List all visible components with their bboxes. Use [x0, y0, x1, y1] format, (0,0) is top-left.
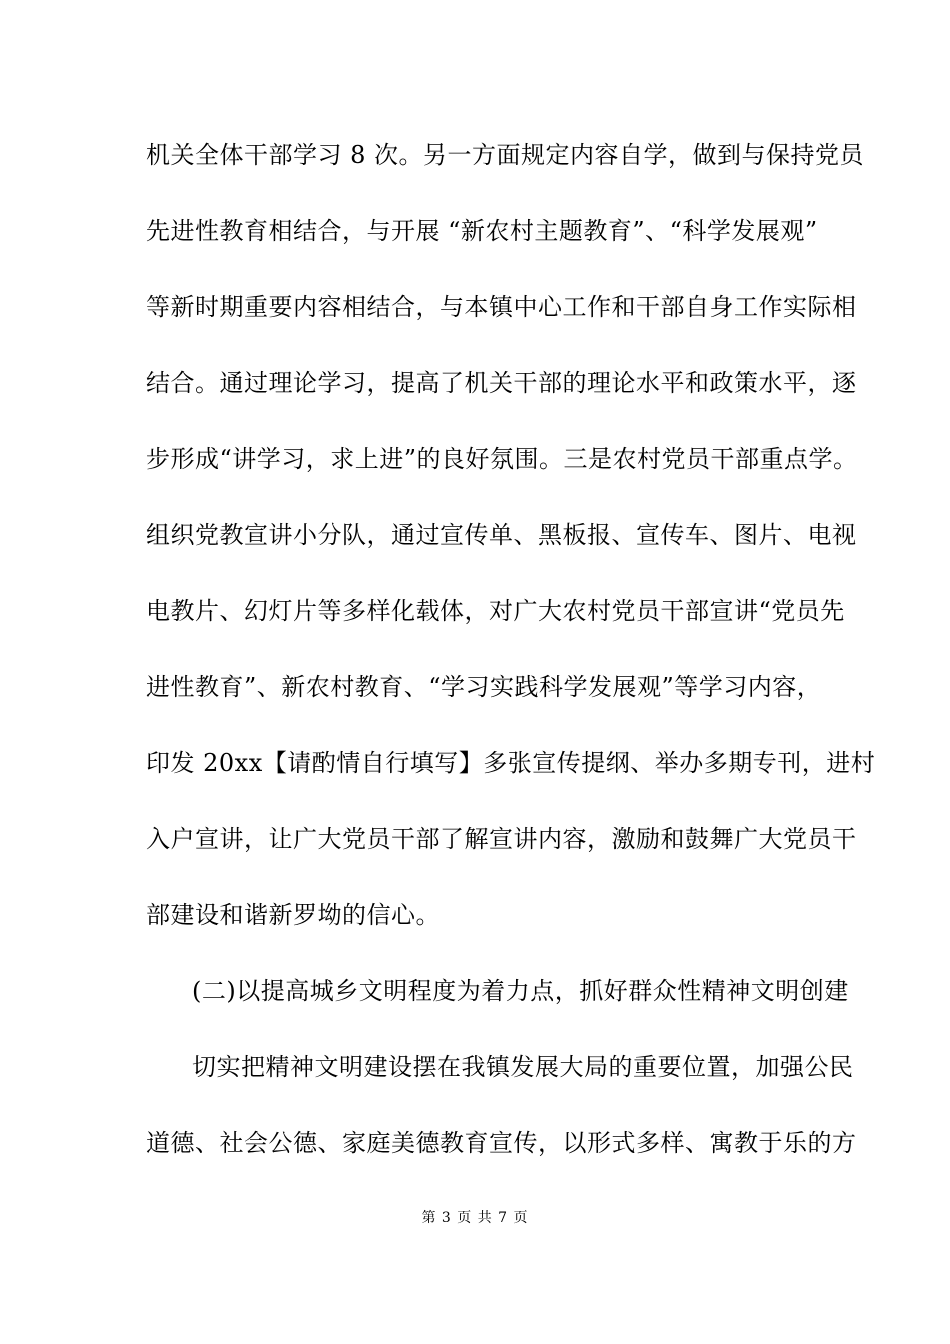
body-line: 步形成“讲学习，求上进”的良好氛围。三是农村党员干部重点学。: [146, 445, 858, 473]
page-number-footer: 第 3 页 共 7 页: [421, 1210, 529, 1226]
body-line: 组织党教宣讲小分队，通过宣传单、黑板报、宣传车、图片、电视: [146, 521, 857, 549]
body-line: 进性教育”、新农村教育、“学习实践科学发展观”等学习内容，: [146, 673, 822, 701]
body-line: 电教片、幻灯片等多样化载体，对广大农村党员干部宣讲“党员先: [146, 597, 845, 625]
body-line: 印发 20xx【请酌情自行填写】多张宣传提纲、举办多期专刊，进村: [146, 749, 876, 777]
body-line: 道德、社会公德、家庭美德教育宣传，以形式多样、寓教于乐的方: [146, 1129, 857, 1157]
body-line: 等新时期重要内容相结合，与本镇中心工作和干部自身工作实际相: [146, 293, 857, 321]
body-line: 部建设和谐新罗坳的信心。: [146, 901, 440, 929]
body-line: 机关全体干部学习 8 次。另一方面规定内容自学，做到与保持党员: [146, 141, 865, 169]
body-line: 结合。通过理论学习，提高了机关干部的理论水平和政策水平，逐: [146, 369, 857, 397]
body-line: 入户宣讲，让广大党员干部了解宣讲内容，激励和鼓舞广大党员干: [146, 825, 857, 853]
section-heading: (二)以提高城乡文明程度为着力点，抓好群众性精神文明创建: [192, 977, 849, 1005]
body-line: 先进性教育相结合，与开展 “新农村主题教育”、“科学发展观”: [146, 217, 818, 245]
body-line: 切实把精神文明建设摆在我镇发展大局的重要位置，加强公民: [192, 1053, 854, 1081]
